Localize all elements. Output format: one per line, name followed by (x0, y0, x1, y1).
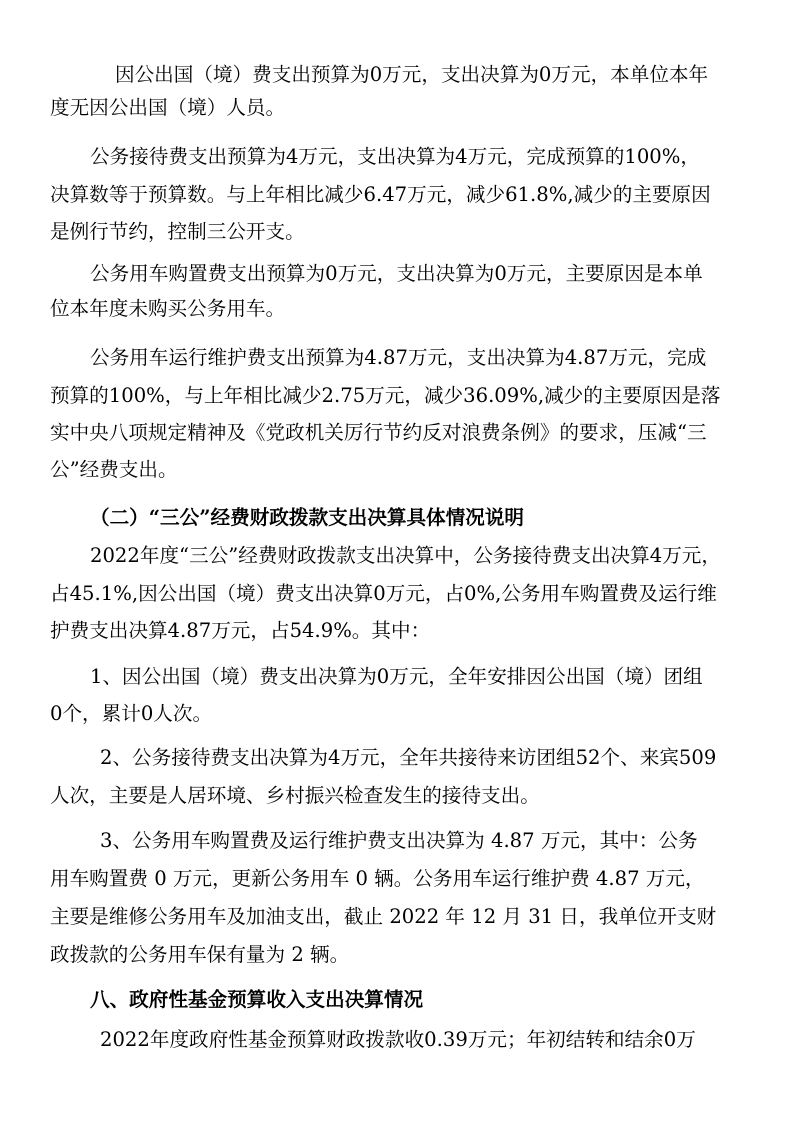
text-line: 0个，累计0人次。 (50, 702, 213, 725)
text-line: 3、公务用车购置费及运行维护费支出决算为 4.87 万元，其中：公务 (100, 829, 698, 852)
text-line: 因公出国（境）费支出预算为0万元，支出决算为0万元，本单位本年 (115, 63, 709, 86)
text-line: 度无因公出国（境）人员。 (50, 96, 286, 119)
text-line: 人次，主要是人居环境、乡村振兴检查发生的接待支出。 (50, 784, 540, 807)
text-line: 护费支出决算4.87万元，占54.9%。其中： (50, 619, 431, 642)
text-line: 预算的100%，与上年相比减少2.75万元，减少36.09%,减少的主要原因是落 (50, 384, 721, 407)
text-line: 是例行节约，控制三公开支。 (50, 220, 305, 243)
text-line: 公务接待费支出预算为4万元，支出决算为4万元，完成预算的100%， (90, 145, 700, 168)
text-line: 1、因公出国（境）费支出决算为0万元，全年安排因公出国（境）团组 (90, 665, 703, 688)
text-line: 位本年度未购买公务用车。 (50, 297, 286, 320)
text-line: 实中央八项规定精神及《党政机关厉行节约反对浪费条例》的要求，压减“三 (50, 421, 707, 444)
text-line: 公务用车购置费支出预算为0万元，支出决算为0万元，主要原因是本单 (90, 262, 703, 285)
text-line: 主要是维修公务用车及加油支出，截止 2022 年 12 月 31 日，我单位开支财 (50, 905, 717, 928)
text-line: 2022年度政府性基金预算财政拨款收0.39万元；年初结转和结余0万 (100, 1028, 696, 1051)
text-line: 2、公务接待费支出决算为4万元，全年共接待来访团组52个、来宾509 (100, 746, 717, 769)
section-heading: 八、政府性基金预算收入支出决算情况 (90, 988, 424, 1011)
text-line: 2022年度“三公”经费财政拨款支出决算中，公务接待费支出决算4万元， (90, 544, 721, 567)
section-heading: （二）“三公”经费财政拨款支出决算具体情况说明 (90, 506, 525, 529)
text-line: 决算数等于预算数。与上年相比减少6.47万元，减少61.8%,减少的主要原因 (50, 183, 711, 206)
text-line: 占45.1%,因公出国（境）费支出决算0万元，占0%,公务用车购置费及运行维 (50, 582, 717, 605)
text-line: 政拨款的公务用车保有量为 2 辆。 (50, 943, 350, 966)
text-line: 公务用车运行维护费支出预算为4.87万元，支出决算为4.87万元，完成 (90, 346, 707, 369)
text-line: 公”经费支出。 (50, 458, 178, 481)
text-line: 用车购置费 0 万元，更新公务用车 0 辆。公务用车运行维护费 4.87 万元， (50, 867, 705, 890)
